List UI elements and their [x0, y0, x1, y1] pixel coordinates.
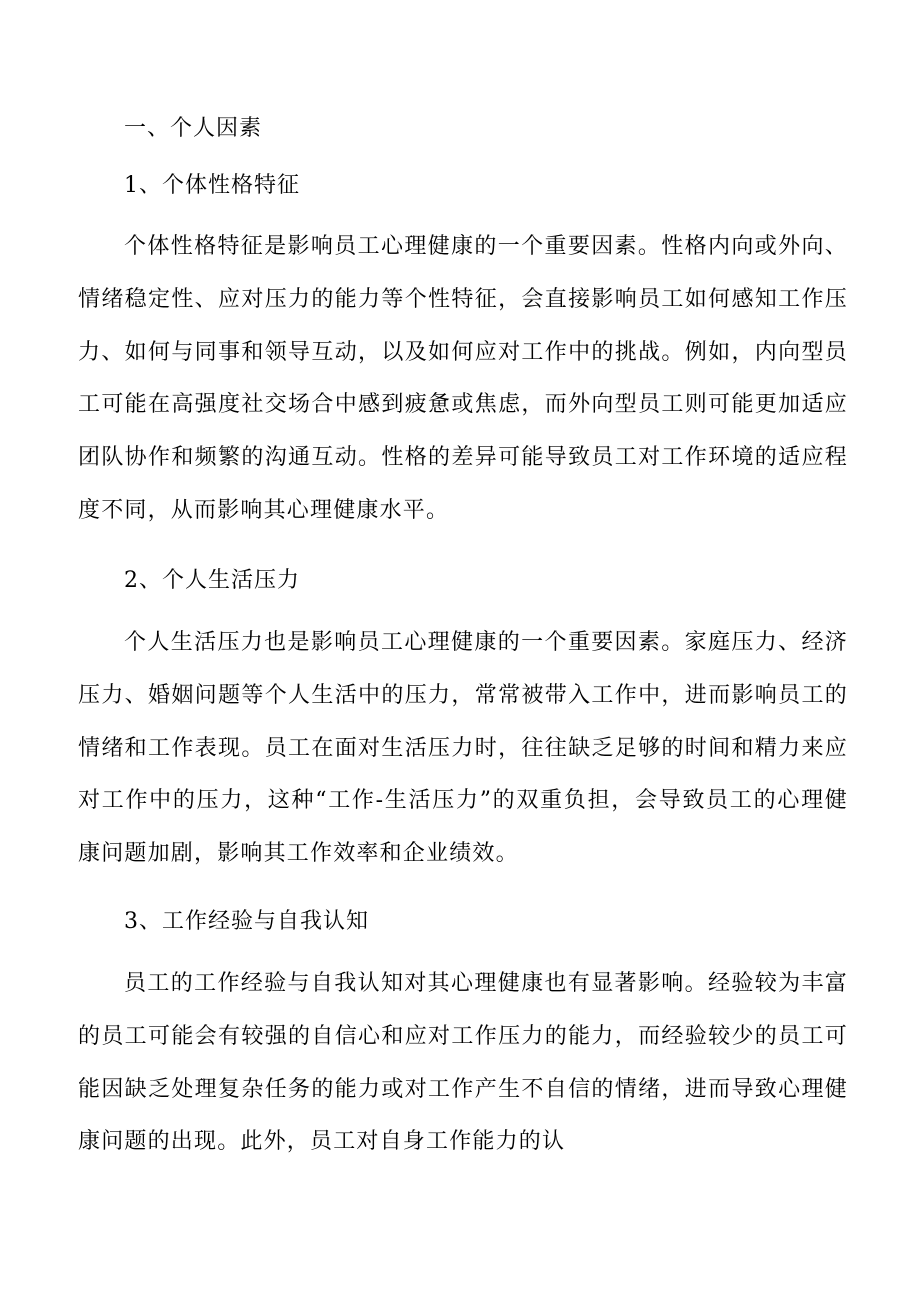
paragraph-3: 员工的工作经验与自我认知对其心理健康也有显著影响。经验较为丰富的员工可能会有较强的自信心和应对工作压力的能力，而经验较少的员工可能因缺乏处理复杂任务的能力或对工作产生不自信的情绪，进而导致心理健康问题的出现。此外，员工对自身工作能力的认 [78, 971, 848, 1155]
subsection-heading-3: 3、工作经验与自我认知 [124, 909, 369, 934]
section-heading: 一、个人因素 [124, 116, 263, 141]
subsection-heading-1: 1、个体性格特征 [124, 173, 300, 198]
subsection-heading-2: 2、个人生活压力 [124, 568, 300, 593]
paragraph-2: 个人生活压力也是影响员工心理健康的一个重要因素。家庭压力、经济压力、婚姻问题等个人生活中的压力，常常被带入工作中，进而影响员工的情绪和工作表现。员工在面对生活压力时，往往缺乏足够的时间和精力来应对工作中的压力，这种“工作-生活压力”的双重负担，会导致员工的心理健康问题加剧，影响其工作效率和企业绩效。 [78, 630, 848, 867]
paragraph-1: 个体性格特征是影响员工心理健康的一个重要因素。性格内向或外向、情绪稳定性、应对压力的能力等个性特征，会直接影响员工如何感知工作压力、如何与同事和领导互动，以及如何应对工作中的挑战。例如，内向型员工可能在高强度社交场合中感到疲惫或焦虑，而外向型员工则可能更加适应团队协作和频繁的沟通互动。性格的差异可能导致员工对工作环境的适应程度不同，从而影响其心理健康水平。 [78, 234, 848, 523]
